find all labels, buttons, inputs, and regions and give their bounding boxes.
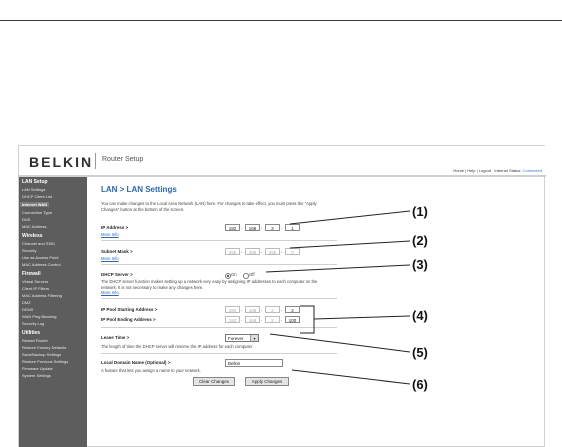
dot: .	[241, 307, 243, 313]
intro-text: You can make changes to the Local Area Network (LAN) here. For changes to take effect, you must press the "Apply Changes" button at the bottom of the screen.	[101, 201, 317, 212]
callout-3-line	[266, 265, 410, 272]
domain-name-input[interactable]: Belkin	[225, 359, 283, 367]
subnet-octet-2: 255	[245, 248, 260, 255]
sidebar-item-connection-type[interactable]: Connection Type	[22, 210, 52, 215]
home-link[interactable]: Home	[453, 168, 465, 173]
dot: .	[281, 249, 283, 255]
callout-2-line	[290, 241, 410, 248]
logout-link[interactable]: Logout	[478, 168, 492, 173]
sidebar-section-lan-setup: LAN Setup	[22, 179, 48, 185]
dot: .	[261, 307, 263, 313]
lease-description: The length of time the DHCP server will reserve the IP address for each computer	[101, 344, 253, 349]
sidebar-item-system-settings[interactable]: System Settings	[22, 373, 51, 378]
subnet-octet-4: 0	[285, 248, 300, 255]
dhcp-description: The DHCP server function makes setting up a network very easy by assigning IP addresses to each computer on the network. It is not necessary to make any changes here.	[101, 279, 318, 290]
pool-start-octet-4[interactable]: 2	[285, 306, 300, 313]
sidebar-item-firmware-update[interactable]: Firmware Update	[22, 366, 53, 371]
sidebar-section-wireless: Wireless	[22, 233, 43, 239]
sidebar-item-access-point[interactable]: Use as Access Point	[22, 255, 59, 260]
callout-4: (4)	[412, 308, 428, 323]
clear-changes-button[interactable]: Clear Changes	[193, 377, 235, 386]
ip-octet-4[interactable]: 1	[285, 224, 300, 231]
dot: .	[281, 317, 283, 323]
dot: .	[281, 307, 283, 313]
sidebar-section-internet-wan: Internet WAN	[22, 202, 48, 207]
dot: .	[241, 249, 243, 255]
callout-4-line	[314, 316, 410, 319]
domain-name-label: Local Domain Name (Optional) >	[101, 360, 171, 365]
dhcp-off-label: Off	[249, 272, 255, 277]
sidebar-section-utilities: Utilities	[22, 330, 41, 336]
callout-5-line	[270, 334, 410, 352]
page-title: LAN > LAN Settings	[101, 185, 177, 194]
callout-4-bracket	[300, 306, 314, 333]
sidebar-item-dmz[interactable]: DMZ	[22, 300, 31, 305]
dot: .	[261, 317, 263, 323]
ip-octet-3[interactable]: 2	[265, 224, 280, 231]
sidebar-item-dhcp-client-list[interactable]: DHCP Client List	[22, 194, 52, 199]
sidebar-item-virtual-servers[interactable]: Virtual Servers	[22, 279, 49, 284]
sidebar-item-mac-filtering[interactable]: MAC Address Filtering	[22, 293, 62, 298]
subnet-mask-label: Subnet Mask >	[101, 249, 133, 254]
domain-description: A feature that lets you assign a name to your network.	[101, 368, 201, 373]
callout-5: (5)	[412, 345, 428, 360]
pool-start-octet-3: 2	[265, 306, 280, 313]
subnet-octet-3: 255	[265, 248, 280, 255]
pool-end-octet-1: 192	[225, 316, 240, 323]
chevron-down-icon: ▾	[250, 335, 258, 341]
sidebar-item-lan-settings[interactable]: LAN Settings	[22, 187, 46, 192]
subnet-more-info-link[interactable]: More Info	[101, 256, 119, 261]
sidebar-item-security[interactable]: Security	[22, 248, 37, 253]
dhcp-on-label: On	[231, 272, 237, 277]
sidebar-item-restore-defaults[interactable]: Restore Factory Defaults	[22, 345, 67, 350]
help-link[interactable]: Help	[467, 168, 476, 173]
ip-more-info-link[interactable]: More Info	[101, 232, 119, 237]
sidebar-section-firewall: Firewall	[22, 271, 41, 277]
sidebar-item-restart[interactable]: Restart Router	[22, 338, 49, 343]
pool-end-octet-4[interactable]: 100	[285, 316, 300, 323]
belkin-logo: BELKIN	[29, 154, 94, 170]
pool-end-label: IP Pool Ending Address >	[101, 317, 156, 322]
ip-octet-2[interactable]: 168	[245, 224, 260, 231]
internet-status-label: Internet Status:	[494, 168, 522, 173]
dot: .	[241, 317, 243, 323]
ip-octet-1[interactable]: 192	[225, 224, 240, 231]
apply-changes-button[interactable]: Apply Changes	[245, 377, 289, 386]
sidebar-item-mac-address[interactable]: MAC Address	[22, 224, 47, 229]
pool-start-octet-1: 192	[225, 306, 240, 313]
dot: .	[261, 225, 263, 231]
callout-6-line	[292, 370, 410, 384]
callout-1-line	[290, 211, 410, 224]
ip-address-label: IP Address >	[101, 225, 129, 230]
callout-3: (3)	[412, 257, 428, 272]
dot: .	[241, 225, 243, 231]
router-setup-title: Router Setup	[102, 156, 144, 163]
callout-2: (2)	[412, 233, 428, 248]
sidebar-item-ddns[interactable]: DDNS	[22, 307, 34, 312]
dot: .	[261, 249, 263, 255]
sidebar-item-restore-previous[interactable]: Restore Previous Settings	[22, 359, 69, 364]
callout-1: (1)	[412, 204, 428, 219]
sidebar-item-wan-ping[interactable]: WAN Ping Blocking	[22, 314, 57, 319]
sidebar-item-client-ip-filters[interactable]: Client IP Filters	[22, 286, 50, 291]
subnet-octet-1: 255	[225, 248, 240, 255]
lease-time-label: Lease Time >	[101, 335, 130, 340]
sidebar-item-save-backup[interactable]: Save/Backup Settings	[22, 352, 62, 357]
dhcp-server-label: DHCP Server >	[101, 272, 133, 277]
pool-start-label: IP Pool Starting Address >	[101, 307, 158, 312]
sidebar-item-dns[interactable]: DNS	[22, 217, 31, 222]
dot: .	[281, 225, 283, 231]
dhcp-more-info-link[interactable]: More Info	[101, 290, 119, 295]
internet-status-value: Connected	[522, 168, 542, 173]
pool-end-octet-3: 2	[265, 316, 280, 323]
sidebar-item-mac-control[interactable]: MAC Address Control	[22, 262, 61, 267]
sidebar-item-channel-ssid[interactable]: Channel and SSID	[22, 241, 56, 246]
pool-end-octet-2: 168	[245, 316, 260, 323]
header-links: Home | Help | Logout Internet Status: Connected	[453, 168, 542, 173]
sidebar-item-security-log[interactable]: Security Log	[22, 321, 45, 326]
callout-6: (6)	[412, 377, 428, 392]
pool-start-octet-2: 168	[245, 306, 260, 313]
lease-time-value: Forever	[228, 336, 244, 341]
